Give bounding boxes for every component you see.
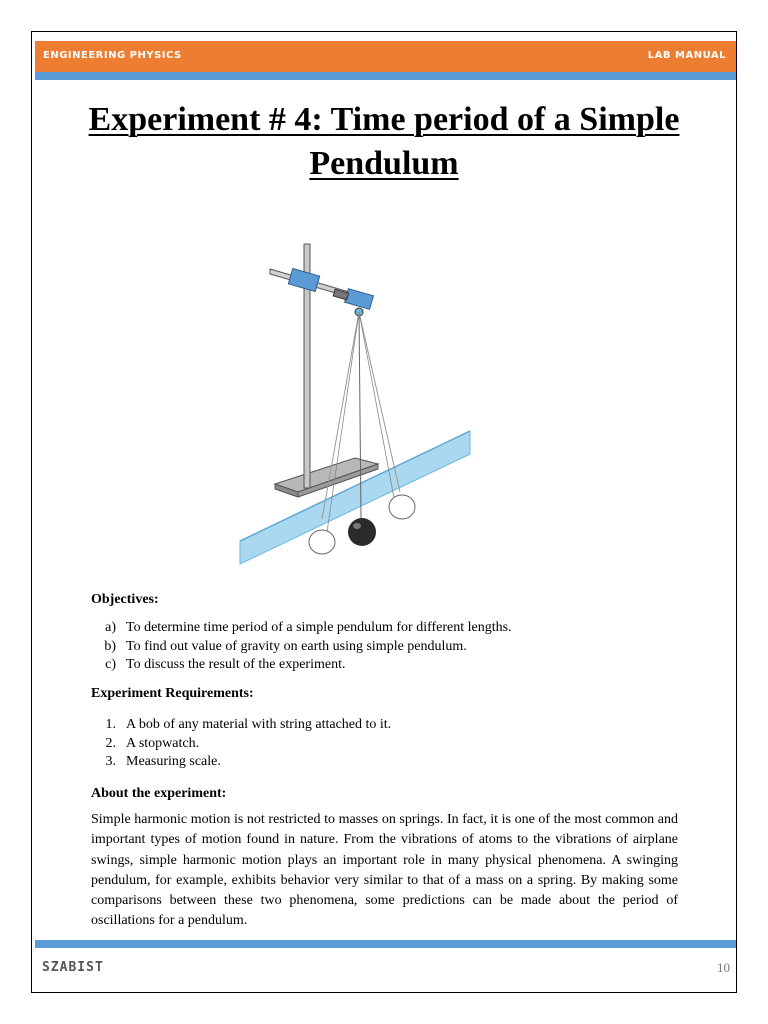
about-paragraph: Simple harmonic motion is not restricted to masses on springs. In fact, it is one of the most common and important types of motion found in nature. From the vibrations of atoms to the vibrations of airplane swings, simple harmonic motion plays an important role in many physical phenomena. A swinging pendulum, for example, exhibits behavior very similar to that of a mass on a spring. By making some comparisons between these two phenomena, some predictions can be made about the period of oscillations for a pendulum. bbox=[91, 812, 678, 929]
bob-right-ghost bbox=[389, 495, 415, 519]
footer-institution: SZABIST bbox=[42, 960, 104, 975]
objectives-list bbox=[91, 619, 512, 675]
list-item: 1. A bob of any material with string attached to it. bbox=[105, 717, 392, 732]
objectives-heading: Objectives: bbox=[91, 592, 159, 607]
page-title bbox=[80, 98, 688, 186]
header-bar bbox=[35, 41, 736, 72]
header-stripe bbox=[35, 72, 736, 80]
about-heading: About the experiment: bbox=[91, 786, 227, 801]
title-line-1: Experiment # 4: Time period of a Simple bbox=[88, 101, 680, 138]
list-item: a) To determine time period of a simple pendulum for different lengths. bbox=[105, 620, 512, 635]
requirements-list bbox=[91, 716, 391, 772]
list-item: 2. A stopwatch. bbox=[105, 735, 200, 751]
header-right-label: LAB MANUAL bbox=[647, 50, 726, 61]
requirements-heading: Experiment Requirements: bbox=[91, 686, 254, 701]
pendulum-illustration bbox=[230, 236, 480, 566]
list-item: b) To find out value of gravity on earth using simple pendulum. bbox=[104, 638, 467, 654]
rod-clamp bbox=[288, 268, 319, 291]
bob-left-ghost bbox=[309, 530, 335, 554]
pendulum-bob bbox=[348, 518, 376, 546]
footer-stripe bbox=[35, 940, 736, 948]
pivot-clamp bbox=[345, 289, 374, 310]
title-line-2: Pendulum bbox=[309, 145, 459, 182]
list-item: 3. Measuring scale. bbox=[105, 754, 221, 769]
page-number: 10 bbox=[717, 960, 730, 975]
list-item: c) To discuss the result of the experiment. bbox=[105, 657, 346, 672]
header-left-label: ENGINEERING PHYSICS bbox=[43, 50, 182, 61]
